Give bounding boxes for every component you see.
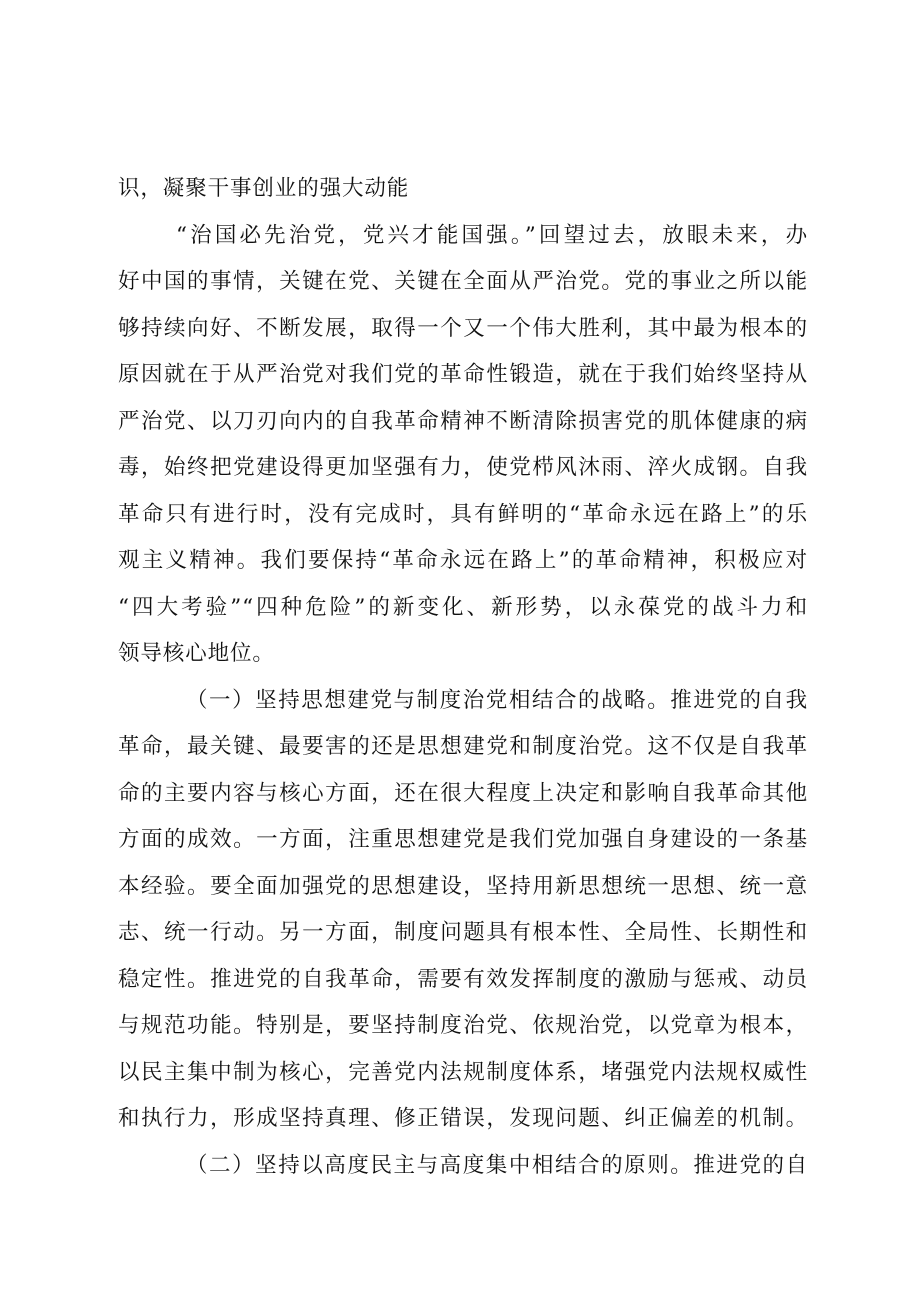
text-line: 方面的成效。一方面，注重思想建党是我们党加强自身建设的一条基 [118,827,808,852]
paragraph-first-line: “治国必先治党，党兴才能国强。”回望过去，放眼未来，办 [176,222,808,248]
text-line: 以民主集中制为核心，完善党内法规制度体系，堵强党内法规权威性 [118,1059,808,1085]
text-line: 本经验。要全面加强党的思想建设，坚持用新思想统一思想、统一意 [118,873,808,899]
text-line: 好中国的事情，关键在党、关键在全面从严治党。党的事业之所以能 [118,269,808,294]
text-line: 观主义精神。我们要保持“革命永远在路上”的革命精神，积极应对 [118,548,808,573]
text-line: 和执行力，形成坚持真理、修正错误，发现问题、纠正偏差的机制。 [118,1106,808,1131]
text-line: 与规范功能。特别是，要坚持制度治党、依规治党，以党章为根本， [118,1013,808,1038]
paragraph-first-line: （二）坚持以高度民主与高度集中相结合的原则。推进党的自 [186,1152,808,1178]
text-line: 识，凝聚干事创业的强大动能 [118,176,410,201]
text-line: 稳定性。推进党的自我革命，需要有效发挥制度的激励与惩戒、动员 [118,966,808,992]
text-line: 领导核心地位。 [118,641,275,666]
paragraph-first-line: （一）坚持思想建党与制度治党相结合的战略。推进党的自我 [186,687,808,713]
text-line: 严治党、以刀刃向内的自我革命精神不断清除损害党的肌体健康的病 [118,408,808,434]
text-line: 够持续向好、不断发展，取得一个又一个伟大胜利，其中最为根本的 [118,315,808,341]
body-text [118,166,808,1189]
text-line: “四大考验”“四种危险”的新变化、新形势，以永葆党的战斗力和 [118,594,808,620]
text-line: 命的主要内容与核心方面，还在很大程度上决定和影响自我革命其他 [118,780,808,806]
text-line: 志、统一行动。另一方面，制度问题具有根本性、全局性、长期性和 [118,920,808,945]
text-line: 革命只有进行时，没有完成时，具有鲜明的“革命永远在路上”的乐 [118,501,808,527]
text-line: 革命，最关键、最要害的还是思想建党和制度治党。这不仅是自我革 [118,734,808,759]
text-line: 毒，始终把党建设得更加坚强有力，使党栉风沐雨、淬火成钢。自我 [118,455,808,480]
text-line: 原因就在于从严治党对我们党的革命性锻造，就在于我们始终坚持从 [118,362,808,387]
